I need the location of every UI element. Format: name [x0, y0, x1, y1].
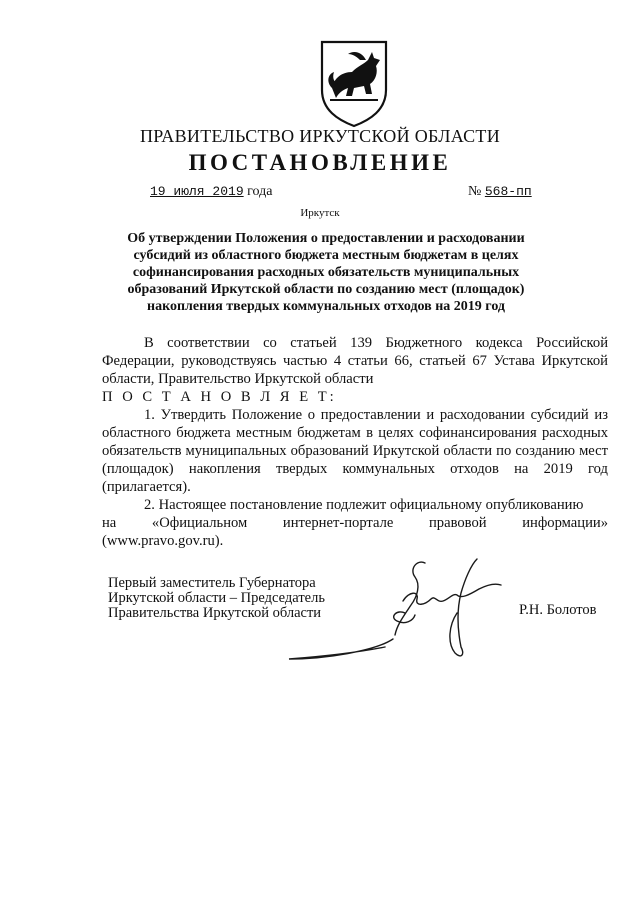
irkutsk-coat-of-arms-icon — [318, 38, 390, 128]
handwritten-signature — [285, 555, 505, 665]
item-1: 1. Утвердить Положение о предоставлении и расходовании субсидий из областного бюджета местным бюджетам в целях софинансирования расходных обязательств муниципальных образований Иркутской области по созданию мест (площадок) накопления твердых коммунальных отходов на 2019 год (прилагается). — [102, 407, 608, 495]
position-line-1: Первый заместитель Губернатора — [108, 575, 316, 591]
number-label: № — [468, 184, 482, 199]
decree-word: П О С Т А Н О В Л Я Е Т: — [102, 389, 337, 405]
date-value: 19 июля 2019 — [150, 184, 244, 199]
position-line-3: Правительства Иркутской области — [108, 605, 322, 621]
city: Иркутск — [300, 207, 340, 219]
item-2-line-2: на «Официальном интернет-портале правовой информации» — [102, 515, 608, 531]
document-title: Об утверждении Положения о предоставлении и расходовании субсидий из областного бюджета местным бюджетам в целях софинансирования расходных обязательств муниципальных образований Иркутской области по созданию мест (площадок) накопления твердых коммунальных отходов на 2019 год — [127, 231, 525, 314]
year-word: года — [247, 184, 273, 199]
item-2-line-3: (www.pravo.gov.ru). — [102, 533, 224, 549]
government-name: ПРАВИТЕЛЬСТВО ИРКУТСКОЙ ОБЛАСТИ — [139, 126, 501, 146]
preamble: В соответствии со статьей 139 Бюджетного кодекса Российской Федерации, руководствуясь частью 4 статьи 66, статьей 67 Устава Иркутской области, Правительство Иркутской области — [102, 335, 608, 387]
document-type: ПОСТАНОВЛЕНИЕ — [188, 150, 452, 175]
document-body — [102, 334, 608, 550]
document-date — [150, 184, 272, 200]
item-2-line-1: 2. Настоящее постановление подлежит официальному опубликованию — [144, 497, 584, 513]
signatory-name: Р.Н. Болотов — [519, 602, 597, 618]
document-number — [468, 184, 550, 200]
number-value: 568-пп — [484, 184, 532, 199]
position-line-2: Иркутской области – Председатель — [108, 590, 325, 606]
